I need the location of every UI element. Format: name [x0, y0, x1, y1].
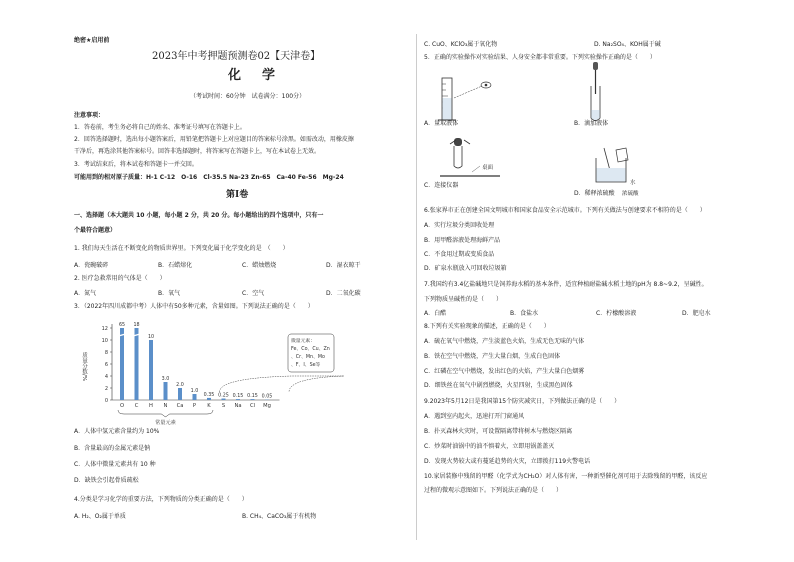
q6-option-d[interactable]: D．矿泉水瓶放入可回收垃圾箱: [424, 265, 507, 272]
chart-value-label: 0.05: [261, 394, 273, 400]
chart-xtick: C: [134, 403, 139, 409]
chart-ytick: 2: [104, 386, 108, 392]
chart-value-label: 2.0: [176, 383, 184, 388]
q8-option-c[interactable]: C．红磷在空气中燃烧，发出红色的火焰，产生大量白色烟雾: [424, 368, 585, 375]
chart-xtick: H: [149, 403, 153, 409]
note-item: 1．答卷前，考生务必将自己的姓名、准考证号填写在答题卡上。: [74, 124, 246, 131]
q8-option-b[interactable]: B．铁在空气中燃烧，产生大量白烟，生成白色固体: [424, 353, 561, 360]
q9-option-a[interactable]: A．遇到室内起火，迅速打开门窗通风: [424, 413, 525, 420]
q5-option-a[interactable]: A．量取液体: [424, 120, 459, 127]
chart-bar: [236, 399, 240, 400]
q5-acid-label: 浓硫酸: [622, 191, 639, 197]
note-item: 3．考试结束后，将本试卷和答题卡一并交回。: [74, 161, 198, 168]
exam-title: 2023年中考押题预测卷02【天津卷】: [152, 51, 321, 62]
chart-value-label: 18: [133, 323, 140, 328]
q5-figure-a: [430, 74, 500, 124]
q3-option-a[interactable]: A．人体中氢元素含量约为 10%: [74, 428, 160, 435]
chart-annotation-line: 微量元素：: [291, 339, 315, 344]
q5-figure-d: [582, 146, 662, 186]
chart-bar: [207, 398, 211, 400]
chart-axis-break: [133, 334, 140, 336]
chart-xtick: Ca: [176, 403, 184, 409]
q5-option-d[interactable]: D．稀释浓硫酸: [574, 190, 615, 197]
q6-option-b[interactable]: B．用甲醛溶液处理海鲜产品: [424, 237, 501, 244]
chart-value-label: 0.25: [218, 393, 229, 399]
chart-bar: [222, 399, 226, 401]
q7-option-a[interactable]: A．白醋: [424, 310, 447, 317]
chart-xtick: N: [163, 403, 168, 409]
q4-option-b[interactable]: B. CH₄、CaCO₃属于有机物: [242, 513, 317, 520]
chart-ylabel: 质量分数/%: [81, 352, 87, 382]
chart-value-label: 65: [118, 323, 126, 328]
chart-value-label: 0.35: [203, 392, 215, 398]
chart-ytick: 12: [101, 326, 108, 332]
q5-figure-b: [576, 60, 616, 124]
q8-option-d[interactable]: D．细铁丝在氧气中剧烈燃烧，火星四射，生成黑色固体: [424, 382, 573, 389]
q2-option-a[interactable]: A．氮气: [74, 290, 97, 297]
chart-value-label: 0.15: [232, 394, 244, 400]
q5-water-label: 水: [630, 180, 636, 186]
chart-value-label: 1.0: [190, 389, 199, 394]
q2-stem: 2. 医疗急救常用的气体是（ ）: [74, 275, 166, 282]
notes-heading: 注意事项：: [74, 112, 105, 119]
secret-label: 绝密★启用前: [74, 37, 110, 44]
q5-option-b[interactable]: B．滴加液体: [574, 120, 609, 127]
chart-ytick: 0: [104, 398, 108, 404]
chart-xtick: Mg: [263, 403, 271, 409]
section-title: 第Ⅰ卷: [226, 190, 249, 200]
note-item: 干净后，再选涂其他答案标号。回答非选择题时，将答案写在答题卡上，写在本试卷上无效。: [74, 148, 321, 155]
q2-option-c[interactable]: C．空气: [242, 290, 265, 297]
q10-stem-line2: 过程的微观示意图如下。下列说法正确的是（ ）: [424, 487, 563, 494]
q4-stem: 4.分类是学习化学的重要方法，下列物质的分类正确的是（ ）: [74, 496, 248, 503]
chart-annotation-line: Fe、Co、Cu、Zn: [291, 347, 330, 352]
chart-bar: [164, 382, 168, 400]
element-content-chart: [78, 314, 378, 426]
q4-option-a[interactable]: A. H₂、O₂属于单质: [74, 513, 126, 520]
q7-stem: 7.我国约有3.4亿盐碱地只是饲养海水稻的基本条件，适宜种植耐盐碱水稻土地的pH为 8.8~9.2，呈碱性。: [424, 281, 708, 288]
section-intro: 一、选择题（本大题共 10 小题，每小题 2 分，共 20 分。每小题给出的四个选项中，只有一: [74, 212, 324, 219]
chart-value-label: 10: [147, 335, 155, 340]
q2-option-b[interactable]: B．氧气: [158, 290, 181, 297]
q7-option-c[interactable]: C．柠檬酸溶液: [596, 310, 637, 317]
q8-stem: 8.下列有关实验现象的描述，正确的是（ ）: [424, 323, 550, 330]
chart-xtick: S: [221, 403, 226, 409]
q1-option-b[interactable]: B．石蜡熔化: [158, 262, 193, 269]
q1-option-c[interactable]: C．蜡烛燃烧: [242, 262, 277, 269]
q4-option-d[interactable]: D. Na₂SO₄、KOH属于碱: [594, 41, 661, 48]
q5-stem: 5．正确的实验操作对实验结果、人身安全都非常重要。下列实验操作正确的是（ ）: [424, 54, 656, 61]
q7-stem-line2: 下列物质呈碱性的是（ ）: [424, 296, 503, 303]
chart-bar: [135, 328, 139, 400]
q3-stem: 3．（2022年四川成都中考）人体中有50多种元素，含量如图。下列说法正确的是（ ）: [74, 303, 314, 310]
right-column: [424, 0, 762, 562]
q5-option-c[interactable]: C．连接仪器: [424, 182, 459, 189]
chart-ytick: 4: [104, 374, 108, 380]
q5-figure-c: [440, 136, 510, 182]
exam-info: （考试时间：60分钟 试卷满分：100分）: [190, 93, 306, 100]
q1-option-d[interactable]: D．湿衣晾干: [326, 262, 361, 269]
chart-xtick: P: [192, 403, 197, 409]
chart-bar: [149, 340, 153, 400]
q3-option-c[interactable]: C．人体中微量元素共有 10 种: [74, 461, 156, 468]
q8-option-a[interactable]: A．硫在氧气中燃烧，产生淡蓝色火焰，生成无色无味的气体: [424, 338, 585, 345]
q6-stem: 6.张家界市正在创建全国文明城市和国家食品安全示范城市。下列有关做法与创建要求不相符的是（ ）: [424, 207, 706, 214]
column-divider: [416, 34, 417, 540]
q5-table-label: 桌面: [482, 165, 494, 171]
q6-option-a[interactable]: A．实行垃圾分类回收处理: [424, 222, 495, 229]
q4-option-c[interactable]: C. CuO、KClO₃属于氧化物: [424, 41, 498, 48]
chart-xlabel: 常量元素: [155, 420, 176, 426]
left-column: [74, 0, 410, 562]
q3-option-b[interactable]: B．含量最高的金属元素是钠: [74, 445, 151, 452]
chart-bar: [193, 394, 197, 400]
q6-option-c[interactable]: C．不食用过期或变质食品: [424, 251, 495, 258]
q1-option-a[interactable]: A．瓷碗破碎: [74, 262, 109, 269]
atomic-masses: 可能用到的相对原子质量：H-1 C-12 O-16 Cl-35.5 Na-23 Zn-65 Ca-40 Fe-56 Mg-24: [74, 174, 344, 181]
chart-annotation-line: 、Cr、Mn、Mo: [291, 355, 325, 360]
q7-option-d[interactable]: D．肥皂水: [682, 310, 711, 317]
subject-title: 化 学: [228, 68, 280, 83]
chart-axis-break: [119, 334, 126, 336]
section-intro: 个最符合题意）: [74, 227, 117, 234]
chart-xtick: K: [207, 403, 211, 409]
chart-bar: [178, 388, 182, 400]
chart-value-label: 3.0: [161, 377, 170, 382]
chart-ytick: 6: [104, 362, 108, 368]
q10-stem: 10.家居装修中残留的甲醛（化学式为CH₂O）对人体有害，一种新型催化剂可用于去除残留的甲醛，该反应: [424, 473, 708, 480]
chart-value-label: 0.15: [247, 394, 258, 400]
chart-xtick: Na: [234, 403, 242, 409]
q2-option-d[interactable]: D．二氧化碳: [326, 290, 361, 297]
chart-ytick: 8: [104, 350, 108, 356]
chart-ytick: 10: [101, 338, 108, 344]
chart-xtick: O: [119, 403, 125, 409]
q9-option-c[interactable]: C．炒菜时油锅中的油不慎着火，立即用锅盖盖灭: [424, 443, 555, 450]
chart-annotation-line: 、F、I、Se等: [291, 363, 321, 368]
q3-option-d[interactable]: D．缺铁会引起骨质疏松: [74, 477, 139, 484]
q7-option-b[interactable]: B．食盐水: [510, 310, 539, 317]
q9-stem: 9.2023年5月12日是我国第15个防灾减灾日，下列做法正确的是（ ）: [424, 398, 621, 405]
chart-bar: [251, 399, 255, 400]
q9-option-d[interactable]: D．发现火势较大或有蔓延趋势的火灾，立即拨打119火警电话: [424, 458, 591, 465]
q1-stem: 1. 我们每天生活在不断变化的物质世界里。下列变化属于化学变化的是 （ ）: [74, 245, 289, 252]
chart-xtick: Cl: [249, 403, 256, 409]
note-item: 2．回答选择题时，选出每小题答案后，用铅笔把答题卡上对应题目的答案标号涂黑。如需改动，用橡皮擦: [74, 136, 354, 143]
q9-option-b[interactable]: B．扑灭森林火灾时，可设置隔离带将树木与燃烧区隔离: [424, 428, 573, 435]
chart-bar: [120, 328, 124, 400]
